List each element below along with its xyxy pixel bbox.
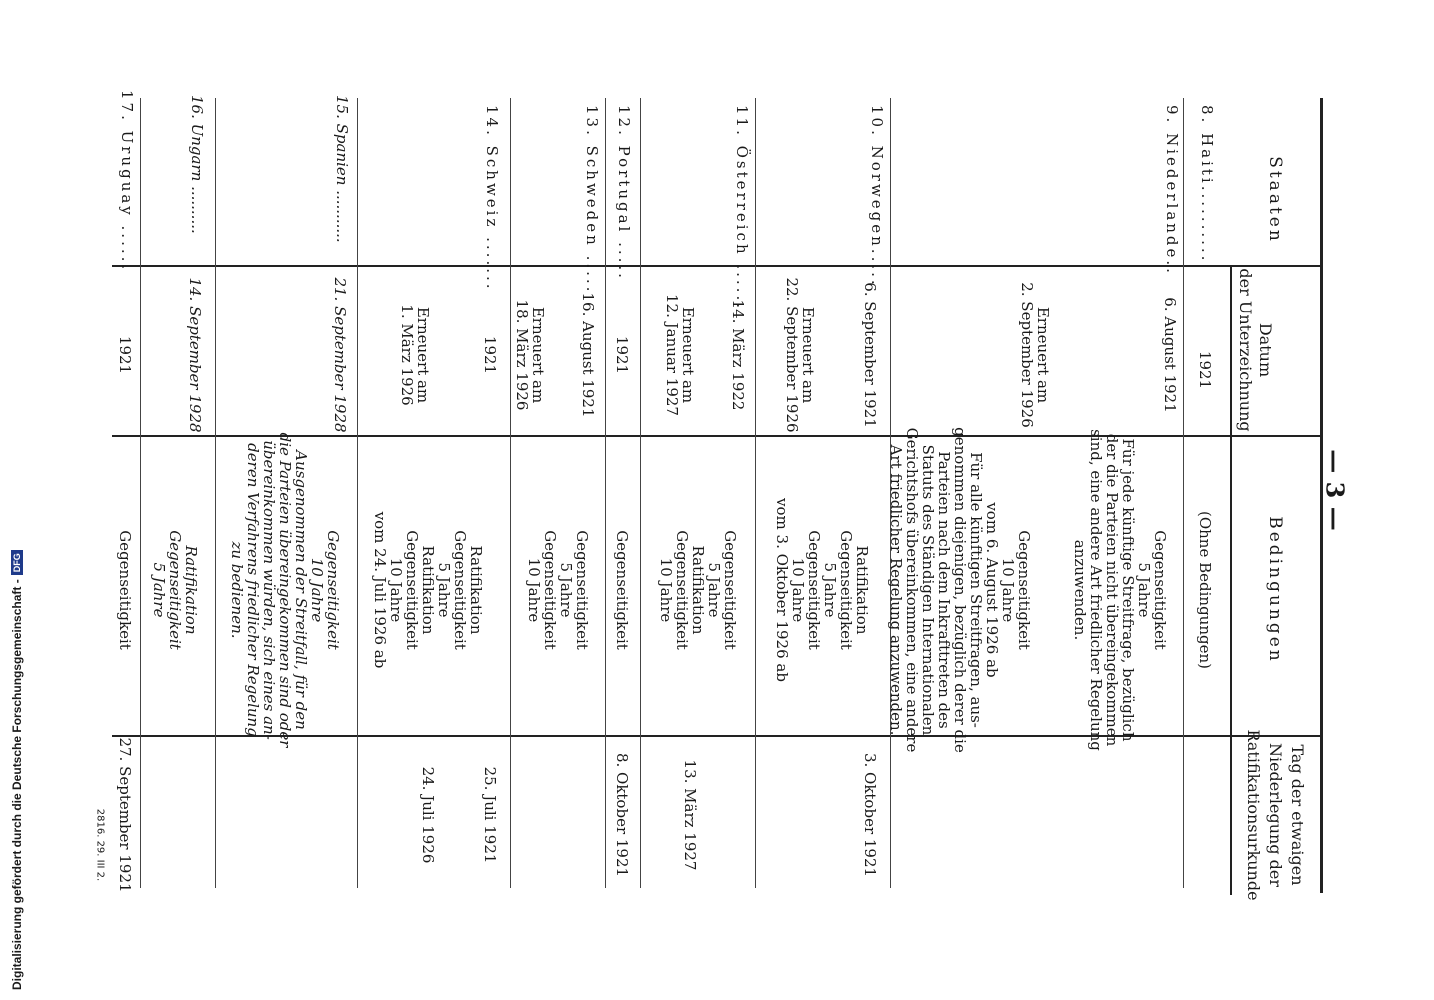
bedingungen-ungarn: Ratifikation Gegenseitigkeit 5 Jahre bbox=[150, 530, 200, 650]
datum2-oesterreich: Erneuert am 12. Januar 1927 bbox=[663, 294, 697, 416]
digitalisierung-text: Digitalisierung gefördert durch die Deutsche Forschungsgemeinschaft - bbox=[10, 579, 24, 990]
staat-uruguay: 17. Uruguay ...... bbox=[118, 90, 136, 273]
datum-niederlande: 6. August 1921 bbox=[1161, 297, 1179, 413]
dfg-logo-icon: DFG bbox=[11, 550, 23, 575]
tag-portugal: 8. Oktober 1921 bbox=[613, 752, 631, 878]
staat-niederlande: 9. Niederlande.. bbox=[1163, 105, 1181, 276]
bedingungen-portugal: Gegenseitigkeit bbox=[613, 530, 631, 650]
tag-norwegen: 3. Oktober 1921 bbox=[861, 752, 879, 878]
datum-portugal: 1921 bbox=[613, 335, 631, 375]
bedingungen-schweiz: Ratifikation Gegenseitigkeit 5 Jahre Ratifikation Gegenseitigkeit 10 Jahre vom 24. Juli 1926 ab bbox=[371, 511, 485, 669]
bedingungen-spanien: Gegenseitigkeit 10 Jahre Ausgenommen der Streitfall, für den die Parteien übereingekommen sind oder übereinkommen würden, sich eines an- deren Verfahrens friedlicher Regelung zu bedienen. bbox=[228, 432, 342, 748]
header-staaten: Staaten bbox=[1265, 156, 1285, 244]
bedingungen2-niederlande: Gegenseitigkeit 10 Jahre vom 6. August 1926 ab Für alle künftigen Streitfragen, aus- genommen diejenigen, bezüglich derer die Parteien nach dem Inkrafttreten des Statuts des Ständigen Internationalen Gerichtshofs übereinkommen, eine andere Art friedlicher Regelung anzuwenden. bbox=[887, 427, 1033, 753]
datum-ungarn: 14. September 1928 bbox=[186, 277, 204, 433]
row-divider bbox=[357, 98, 358, 888]
page-number: — 3 — bbox=[1320, 449, 1350, 531]
tag-oesterreich: 13. März 1927 bbox=[681, 759, 699, 871]
bedingungen-schweden: Gegenseitigkeit 5 Jahre Gegenseitigkeit 10 Jahre bbox=[525, 530, 591, 650]
row-divider bbox=[140, 98, 141, 888]
header-divider bbox=[1230, 265, 1232, 895]
bedingungen-norwegen: Ratifikation Gegenseitigkeit 5 Jahre Gegenseitigkeit 10 Jahre vom 3. Oktober 1926 ab bbox=[773, 498, 871, 682]
tag-schweiz: 25. Juli 1921 bbox=[481, 766, 499, 864]
tag2-schweiz: 24. Juli 1926 bbox=[419, 766, 437, 864]
table-border-right bbox=[1320, 98, 1323, 893]
bedingungen-uruguay: Gegenseitigkeit bbox=[116, 530, 134, 650]
column-divider-1 bbox=[112, 265, 1322, 267]
row-divider bbox=[605, 98, 606, 888]
header-bedingungen: Bedingungen bbox=[1265, 516, 1285, 664]
header-datum: Datum der Unterzeichnung bbox=[1236, 268, 1275, 432]
datum-haiti: 1921 bbox=[1196, 350, 1214, 390]
bedingungen-haiti: (Ohne Bedingungen) bbox=[1196, 511, 1214, 669]
datum-oesterreich: 14. März 1922 bbox=[729, 299, 747, 411]
bedingungen-niederlande: Gegenseitigkeit 5 Jahre Für jede künftige Streitfrage, bezüglich der die Parteien nicht übereingekommen sind, eine andere Art friedlicher Regelung anzuwenden. bbox=[1071, 429, 1169, 751]
row-divider bbox=[1183, 98, 1184, 888]
datum2-norwegen: Erneuert am 22. September 1926 bbox=[783, 277, 817, 433]
staat-portugal: 12. Portugal ..... bbox=[615, 105, 633, 281]
datum2-schweden: Erneuert am 18. März 1926 bbox=[513, 299, 547, 411]
staat-norwegen: 10. Norwegen..... bbox=[868, 105, 886, 288]
dfg-footer bbox=[10, 550, 24, 990]
tag-uruguay: 27. September 1921 bbox=[116, 737, 134, 893]
staat-oesterreich: 11. Österreich ...... bbox=[733, 105, 751, 311]
staat-haiti: 8. Haiti.......... bbox=[1198, 105, 1216, 264]
header-tag: Tag der etwaigen Niederlegung der Ratifikationsurkunde bbox=[1244, 729, 1307, 901]
datum-uruguay: 1921 bbox=[116, 335, 134, 375]
row-divider bbox=[640, 98, 641, 888]
row-divider bbox=[215, 98, 216, 888]
staat-schweden: 13. Schweden ..... bbox=[583, 105, 601, 295]
datum-norwegen: 6. September 1921 bbox=[861, 282, 879, 428]
staat-schweiz: 14. Schweiz ....... bbox=[483, 105, 501, 292]
datum-schweiz: 1921 bbox=[481, 335, 499, 375]
datum-spanien: 21. September 1928 bbox=[331, 277, 349, 433]
print-mark: 2816. 29. III 2. bbox=[94, 808, 106, 882]
row-divider bbox=[755, 98, 756, 888]
datum-schweden: 16. August 1921 bbox=[579, 292, 597, 418]
row-divider bbox=[510, 98, 511, 888]
bedingungen-oesterreich: Gegenseitigkeit 5 Jahre Ratifikation Gegenseitigkeit 10 Jahre bbox=[657, 530, 739, 650]
staat-ungarn: 16. Ungarn .......... bbox=[188, 95, 206, 234]
datum2-schweiz: Erneuert am 1. März 1926 bbox=[398, 304, 432, 406]
staat-spanien: 15. Spanien ........... bbox=[333, 95, 351, 243]
datum2-niederlande: Erneuert am 2. September 1926 bbox=[1018, 282, 1052, 428]
